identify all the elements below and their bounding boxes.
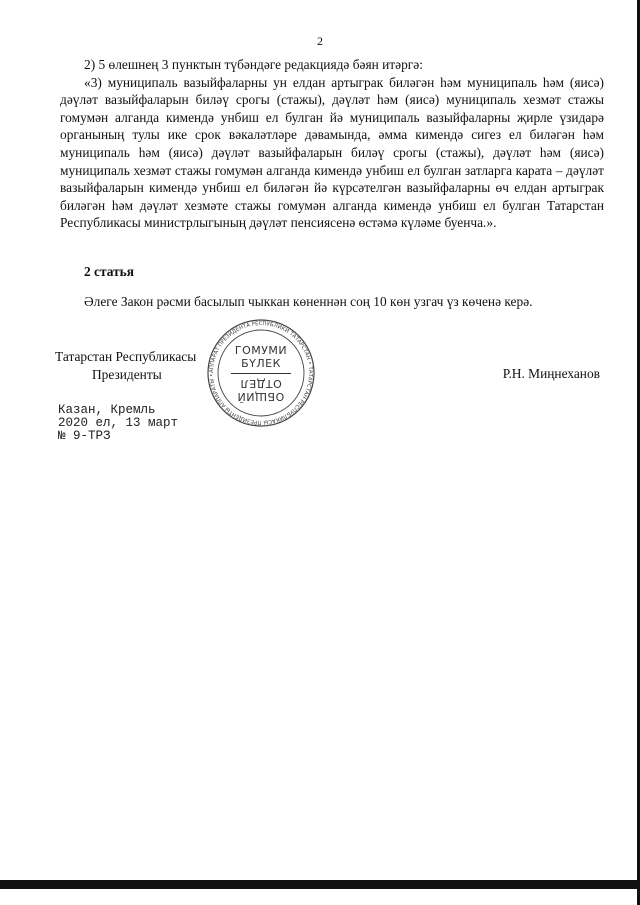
signer-title [55, 348, 196, 384]
amendment-quote: «3) муниципаль вазыйфаларны ун елдан артыграк биләгән һәм муниципаль һәм (яисә) дәүләт вазыйфаларын биләү срогы (стажы), дәүләт һәм (яисә) муниципаль хезмәт стажы гомумән алганда кимендә унбиш ел булган йә муниципаль вазыйфаларны җирле үзидарә органының тулы ике срок вәкаләтләре дәвамында, әмма кимендә сигез ел биләгән һәм муниципаль һәм (яисә) дәүләт вазыйфаларын биләү срогы (стажы), дәүләт һәм (яисә) муниципаль хезмәт стажы гомумән алганда кимендә унбиш ел булган затларга карата – дәүләт вазыйфаларын кимендә унбиш ел биләгән йә күрсәтелгән вазыйфаларны өч елдан артыграк биләгән һәм дәүләт хезмәте стажы гомумән алганда кимендә унбиш ел булган Татарстан Республикасы министрлыгының дәүләт пенсиясенә өстәмә күләме буенча.». [60, 74, 604, 231]
signer-title-line-2: Президенты [92, 367, 162, 382]
law-number: № 9-ТРЗ [58, 429, 111, 443]
signer-name: Р.Н. Миңнеханов [502, 366, 600, 381]
stamp-line-2: БҮЛЕК [241, 356, 281, 370]
place-date-number [58, 404, 178, 443]
stamp-divider [231, 373, 291, 374]
official-stamp [196, 318, 326, 428]
stamp-ring-text: АППАРАТ ПРЕЗИДЕНТА РЕСПУБЛИКИ ТАТАРСТАН • ТАТАРСТАН РЕСПУБЛИКАСЫ ПРЕЗИДЕНТЫ АППАРАТЫ • [208, 320, 314, 426]
place-date: 2020 ел, 13 март [58, 416, 179, 430]
amendment-text [60, 56, 604, 232]
signer-title-line-1: Татарстан Республикасы [55, 349, 197, 364]
scan-bottom-border [0, 880, 640, 889]
stamp-line-1: ГОМУМИ [234, 343, 288, 357]
stamp-line-3: ОБЩИЙ [237, 389, 285, 403]
page-number: 2 [317, 34, 323, 48]
amendment-intro: 2) 5 өлешнең 3 пунктын түбәндәге редакциядә бәян итәргә: [84, 57, 423, 72]
place-city: Казан, Кремль [58, 403, 156, 417]
stamp-line-4: ОТДЕЛ [240, 376, 282, 390]
article-text: Әлеге Закон рәсми басылып чыккан көненнән соң 10 көн узгач үз көченә керә. [84, 294, 533, 309]
article-heading: 2 статья [84, 264, 134, 279]
stamp-center [196, 318, 326, 428]
